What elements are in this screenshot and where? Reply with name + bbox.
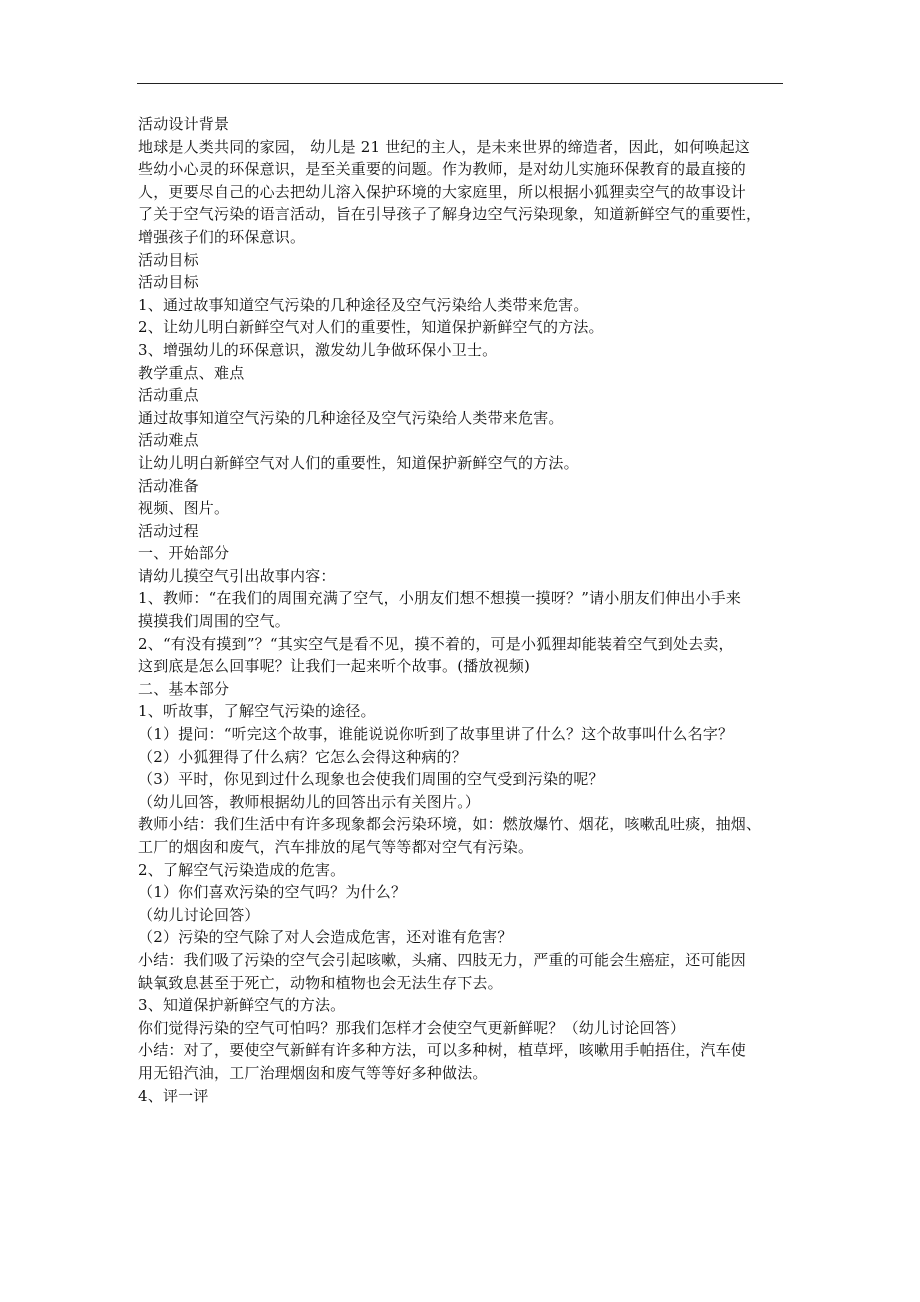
text-line: 活动目标: [138, 250, 199, 269]
text-line: 小结：对了，要使空气新鲜有许多种方法，可以多种树，植草坪，咳嗽用手帕捂住，汽车使: [138, 1041, 747, 1060]
text-line: 3、增强幼儿的环保意识，激发幼儿争做环保小卫士。: [138, 340, 498, 359]
text-line: 工厂的烟囱和废气，汽车排放的尾气等等都对空气有污染。: [138, 838, 534, 856]
text-line: （2）污染的空气除了对人会造成危害，还对谁有危害？: [138, 928, 513, 947]
header-rule: [137, 83, 783, 84]
text-line: 缺氧致息甚至于死亡，动物和植物也会无法生存下去。: [138, 973, 503, 992]
text-line: 这到底是怎么回事呢？让我们一起来听个故事。(播放视频): [138, 657, 531, 676]
text-line: 4、评一评: [138, 1086, 209, 1105]
text-line: 地球是人类共同的家园， 幼儿是 21 世纪的主人，是未来世界的缔造者，因此，如何唤起这: [138, 137, 750, 156]
text-line: 些幼小心灵的环保意识，是至关重要的问题。作为教师，是对幼儿实施环保教育的最直接的: [138, 160, 747, 179]
document-body: [138, 113, 790, 1107]
text-line: 1、通过故事知道空气污染的几种途径及空气污染给人类带来危害。: [138, 295, 589, 314]
text-line: 二、基本部分: [138, 679, 230, 698]
text-line: 用无铅汽油，工厂治理烟囱和废气等等好多种做法。: [138, 1063, 488, 1082]
text-line: 活动重点: [138, 386, 199, 405]
text-line: 小结：我们吸了污染的空气会引起咳嗽，头痛、四肢无力，严重的可能会生癌症，还可能因: [138, 950, 747, 969]
text-line: 教师小结：我们生活中有许多现象都会污染环境，如：燃放爆竹、烟花，咳嗽乱吐痰，抽烟、: [138, 815, 762, 834]
text-line: 增强孩子们的环保意识。: [138, 227, 306, 246]
text-line: 1、教师：“在我们的周围充满了空气，小朋友们想不想摸一摸呀？”请小朋友们伸出小手来: [138, 589, 742, 608]
text-line: 你们觉得污染的空气可怕吗？那我们怎样才会使空气更新鲜呢？（幼儿讨论回答）: [138, 1018, 686, 1037]
text-line: 摸摸我们周围的空气。: [138, 612, 291, 631]
text-line: （1）提问：“听完这个故事，谁能说说你听到了故事里讲了什么？这个故事叫什么名字？: [138, 725, 734, 744]
text-line: 一、开始部分: [138, 544, 230, 563]
text-line: （3）平时，你见到过什么现象也会使我们周围的空气受到污染的呢？: [138, 770, 604, 789]
text-line: 活动难点: [138, 431, 199, 450]
text-line: 1、听故事，了解空气污染的途径。: [138, 702, 376, 721]
text-line: 3、知道保护新鲜空气的方法。: [138, 996, 346, 1015]
text-line: （幼儿讨论回答）: [138, 905, 260, 924]
text-line: 视频、图片。: [138, 499, 230, 518]
text-line: （幼儿回答，教师根据幼儿的回答出示有关图片。）: [138, 792, 481, 811]
text-line: 活动准备: [138, 476, 199, 495]
text-line: 2、了解空气污染造成的危害。: [138, 860, 346, 879]
text-line: 活动目标: [138, 273, 199, 292]
text-line: 人，更要尽自己的心去把幼儿溶入保护环境的大家庭里，所以根据小狐狸卖空气的故事设计: [138, 182, 747, 201]
text-line: 教学重点、难点: [138, 363, 245, 382]
text-line: 请幼儿摸空气引出故事内容：: [138, 566, 336, 585]
text-line: 让幼儿明白新鲜空气对人们的重要性，知道保护新鲜空气的方法。: [138, 453, 579, 472]
text-line: （1）你们喜欢污染的空气吗？为什么？: [138, 883, 407, 902]
text-line: 活动设计背景: [138, 115, 230, 133]
text-line: 了关于空气污染的语言活动，旨在引导孩子了解身边空气污染现象，知道新鲜空气的重要性，: [138, 205, 762, 224]
text-line: 2、让幼儿明白新鲜空气对人们的重要性，知道保护新鲜空气的方法。: [138, 318, 604, 337]
text-line: 2、“有没有摸到”？“其实空气是看不见，摸不着的，可是小狐狸却能装着空气到处去卖，: [138, 634, 734, 653]
text-line: 通过故事知道空气污染的几种途径及空气污染给人类带来危害。: [138, 408, 564, 427]
text-line: 活动过程: [138, 521, 199, 540]
text-line: （2）小狐狸得了什么病？它怎么会得这种病的？: [138, 747, 467, 766]
